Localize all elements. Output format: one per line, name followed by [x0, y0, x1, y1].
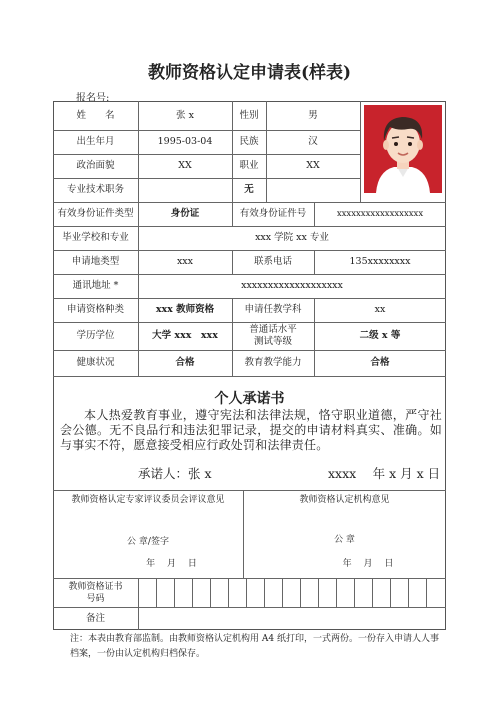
ethnicity-value: 汉 [308, 136, 318, 147]
degree-label: 学历学位 [76, 330, 115, 341]
job-value: XX [306, 160, 320, 171]
page-title: 教师资格认定申请表(样表) [147, 63, 352, 83]
address-value: xxxxxxxxxxxxxxxxxxx [241, 280, 343, 291]
name-value: 张 x [176, 109, 194, 121]
address-label: 通讯地址 * [72, 280, 119, 291]
digit-line [336, 578, 337, 607]
digit-line [192, 578, 193, 607]
phone-value: 135xxxxxxxx [349, 256, 411, 267]
region-value: xxx [176, 256, 194, 267]
digit-line [228, 578, 229, 607]
title-value: 无 [244, 184, 254, 195]
digit-line [174, 578, 175, 607]
region-label: 申请地类型 [71, 256, 120, 267]
mandarin-label [232, 322, 314, 350]
col-line [138, 578, 139, 630]
degree-value: 大学 xxx xxx [152, 330, 218, 341]
digit-line [318, 578, 319, 607]
certno-label-line2: 号码 [86, 593, 105, 604]
cert-type-label: 申请资格种类 [66, 304, 124, 315]
expert-seal: 公 章/签字 [127, 537, 169, 547]
school-value: xxx 学院 xx 专业 [255, 232, 329, 243]
certno-label-line1: 教师资格证书 [68, 581, 123, 592]
health-label: 健康状况 [76, 357, 115, 368]
gender-label: 性别 [239, 109, 259, 121]
expert-opinion-title: 教师资格认定专家评议委员会评议意见 [71, 495, 225, 505]
birth-value: 1995-03-04 [157, 136, 213, 147]
idno-value: xxxxxxxxxxxxxxxxxx [336, 209, 424, 219]
idtype-label: 有效身份证件类型 [57, 208, 134, 219]
expert-date: 年 月 日 [146, 559, 197, 569]
school-label: 毕业学校和专业 [62, 232, 129, 243]
digit-line [408, 578, 409, 607]
name-label: 姓 名 [76, 109, 115, 121]
phone-label: 联系电话 [253, 256, 292, 267]
row-line [53, 490, 446, 491]
pledge-title: 个人承诺书 [214, 391, 285, 407]
digit-line [156, 578, 157, 607]
birth-label: 出生年月 [76, 136, 115, 147]
digit-line [372, 578, 373, 607]
gender-value: 男 [308, 109, 318, 121]
digit-line [282, 578, 283, 607]
agency-opinion-title: 教师资格认定机构意见 [299, 495, 390, 505]
title-label: 专业技术职务 [66, 184, 124, 195]
pledge-signer: 承诺人：张 x [138, 466, 212, 481]
footnote: 注：本表由教育部监制。由教师资格认定机构用 A4 纸打印，一式两份。一份存入申请人人事档案，一份由认定机构归档保存。 [70, 634, 439, 659]
cert-type-value: xxx 教师资格 [155, 304, 215, 315]
idno-label: 有效身份证件号 [239, 208, 307, 219]
avatar-icon [364, 105, 442, 193]
politics-label: 政治面貌 [76, 160, 115, 171]
digit-line [426, 578, 427, 607]
ethnicity-label: 民族 [239, 136, 259, 147]
politics-value: XX [178, 160, 192, 171]
pledge-body: 本人热爱教育事业，遵守宪法和法律法规，恪守职业道德，严守社会公德。无不良品行和违法犯罪记录，提交的申请材料真实、准确。如与事实不符，愿意接受相应行政处罚和法律责任。 [60, 408, 442, 452]
digit-line [390, 578, 391, 607]
idtype-value: 身份证 [170, 208, 200, 219]
agency-seal: 公 章 [334, 535, 355, 545]
digit-line [354, 578, 355, 607]
ability-value: 合格 [370, 357, 390, 368]
remark-label: 备注 [85, 612, 105, 624]
mandarin-label-line1: 普通话水平 [249, 324, 297, 335]
col-line [360, 101, 361, 202]
digit-line [246, 578, 247, 607]
digit-line [264, 578, 265, 607]
health-value: 合格 [175, 357, 195, 368]
ability-label: 教育教学能力 [244, 357, 302, 368]
digit-line [300, 578, 301, 607]
row-line [53, 376, 446, 377]
applicant-photo [364, 105, 442, 193]
job-label: 职业 [239, 160, 259, 171]
subject-value: xx [374, 304, 386, 315]
mandarin-value: 二级 x 等 [359, 330, 401, 341]
mandarin-label-line2: 测试等级 [253, 336, 292, 347]
agency-date: 年 月 日 [342, 559, 394, 569]
certno-label [53, 578, 138, 607]
digit-line [210, 578, 211, 607]
pledge-date: xxxx 年 x 月 x 日 [328, 466, 441, 481]
application-no-label: 报名号: [76, 93, 110, 104]
subject-label: 申请任教学科 [244, 304, 302, 315]
